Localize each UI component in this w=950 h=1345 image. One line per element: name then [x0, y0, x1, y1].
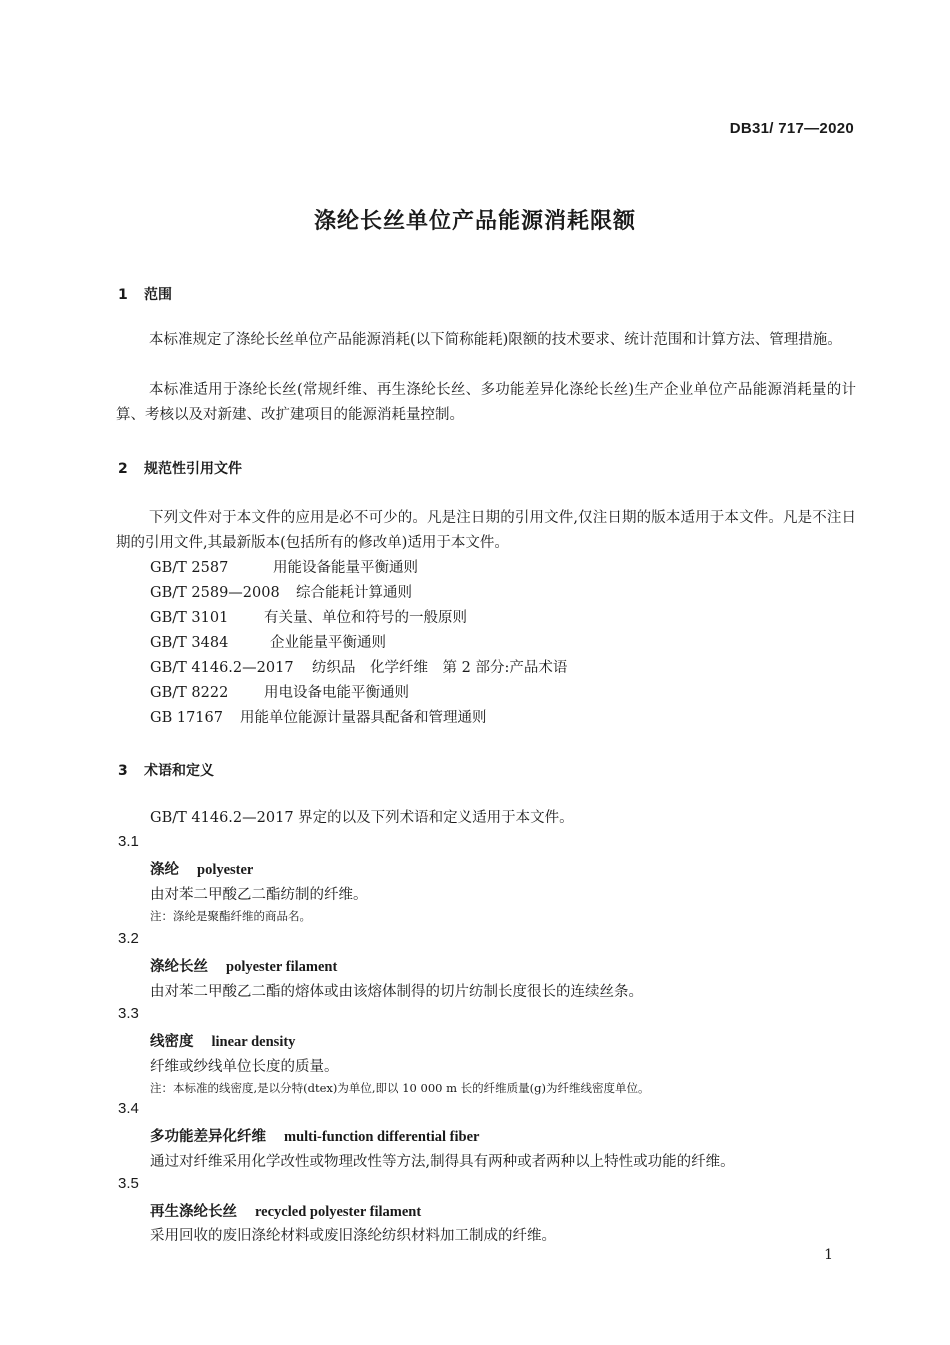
- term-definition: 由对苯二甲酸乙二酯的熔体或由该熔体制得的切片纺制长度很长的连续丝条。: [150, 984, 643, 1000]
- term-note: 注：本标准的线密度,是以分特(dtex)为单位,即以 10 000 m 长的纤维质量(g)为纤维线密度单位。: [150, 1081, 650, 1095]
- section-title: 规范性引用文件: [144, 461, 242, 477]
- section-number: 3: [118, 763, 128, 779]
- reference-item: GB/T 2587 用能设备能量平衡通则: [150, 560, 418, 576]
- section-title: 术语和定义: [144, 763, 214, 779]
- term-heading: 线密度 linear density: [150, 1034, 296, 1050]
- reference-item: GB/T 3101 有关量、单位和符号的一般原则: [150, 610, 467, 626]
- term-definition: 由对苯二甲酸乙二酯纺制的纤维。: [150, 887, 368, 903]
- term-definition: 纤维或纱线单位长度的质量。: [150, 1059, 339, 1075]
- reference-item: GB 17167 用能单位能源计量器具配备和管理通则: [150, 710, 487, 726]
- section-2-heading: [118, 458, 242, 478]
- term-definition: 采用回收的废旧涤纶材料或废旧涤纶纺织材料加工制成的纤维。: [150, 1228, 556, 1244]
- scope-paragraph-2: 本标准适用于涤纶长丝(常规纤维、再生涤纶长丝、多功能差异化涤纶长丝)生产企业单位产品能源消耗量的计算、考核以及对新建、改扩建项目的能源消耗量控制。: [116, 382, 856, 423]
- term-heading: 涤纶长丝 polyester filament: [150, 959, 338, 975]
- reference-item: GB/T 2589—2008 综合能耗计算通则: [150, 585, 412, 601]
- references-intro: 下列文件对于本文件的应用是必不可少的。凡是注日期的引用文件,仅注日期的版本适用于本文件。凡是不注日期的引用文件,其最新版本(包括所有的修改单)适用于本文件。: [116, 510, 856, 551]
- section-number: 1: [118, 287, 128, 303]
- term-id: 3.4: [118, 1100, 139, 1117]
- term-heading: 涤纶 polyester: [150, 862, 254, 878]
- scope-paragraph-1: 本标准规定了涤纶长丝单位产品能源消耗(以下简称能耗)限额的技术要求、统计范围和计算方法、管理措施。: [149, 332, 842, 348]
- term-note: 注：涤纶是聚酯纤维的商品名。: [150, 909, 311, 923]
- section-3-heading: [118, 760, 214, 780]
- term-id: 3.5: [118, 1175, 139, 1192]
- term-id: 3.1: [118, 833, 139, 850]
- term-id: 3.3: [118, 1005, 139, 1022]
- reference-item: GB/T 8222 用电设备电能平衡通则: [150, 685, 409, 701]
- terms-intro: GB/T 4146.2—2017 界定的以及下列术语和定义适用于本文件。: [150, 810, 574, 826]
- reference-item: GB/T 3484 企业能量平衡通则: [150, 635, 386, 651]
- term-heading: 再生涤纶长丝 recycled polyester filament: [150, 1204, 422, 1220]
- term-id: 3.2: [118, 930, 139, 947]
- section-1-heading: [118, 284, 172, 304]
- document-title: 涤纶长丝单位产品能源消耗限额: [313, 209, 636, 234]
- document-number: DB31/ 717—2020: [729, 120, 854, 137]
- page-number: 1: [824, 1247, 833, 1263]
- section-number: 2: [118, 461, 128, 477]
- term-heading: 多功能差异化纤维 multi-function differential fiber: [150, 1129, 480, 1145]
- reference-item: GB/T 4146.2—2017 纺织品 化学纤维 第 2 部分:产品术语: [150, 660, 568, 676]
- section-title: 范围: [144, 287, 172, 303]
- term-definition: 通过对纤维采用化学改性或物理改性等方法,制得具有两种或者两种以上特性或功能的纤维。: [150, 1154, 735, 1170]
